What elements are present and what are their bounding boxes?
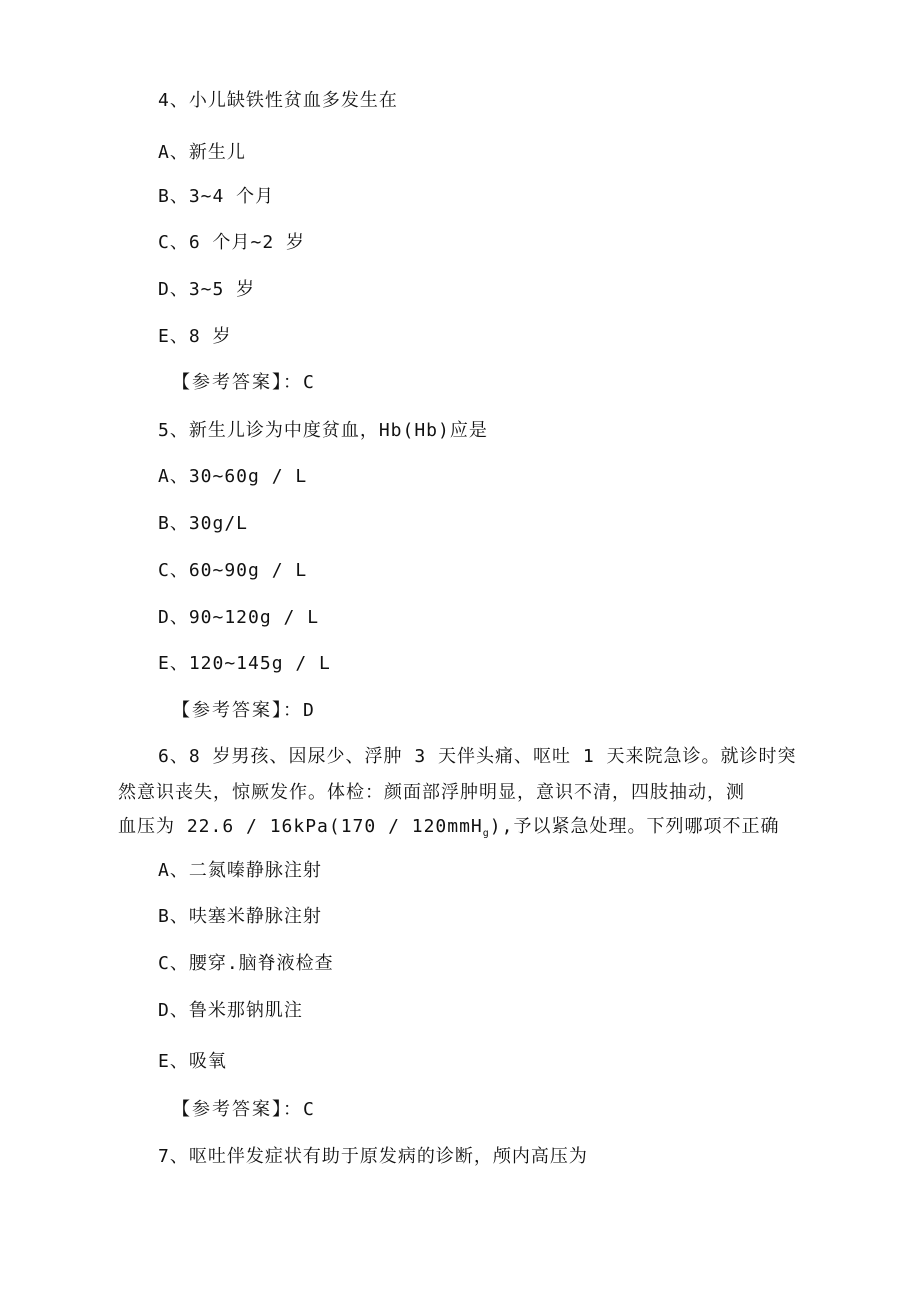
question-6-stem-line-3 [118, 816, 779, 845]
question-7-stem: 7、呕吐伴发症状有助于原发病的诊断，颅内高压为 [158, 1146, 588, 1167]
question-5-option-b: B、30g/L [158, 513, 249, 534]
question-5-stem: 5、新生儿诊为中度贫血，Hb(Hb)应是 [158, 420, 488, 441]
question-6-answer: 【参考答案】：C [172, 1099, 316, 1120]
question-6-option-a: A、二氮嗪静脉注射 [158, 860, 322, 881]
question-4-option-b: B、3~4 个月 [158, 186, 275, 207]
question-4-stem: 4、小儿缺铁性贫血多发生在 [158, 90, 398, 111]
question-4-answer: 【参考答案】：C [172, 372, 316, 393]
question-5-option-a: A、30~60g / L [158, 466, 308, 487]
question-4-option-e: E、8 岁 [158, 326, 232, 347]
question-4-option-c: C、6 个月~2 岁 [158, 232, 306, 253]
question-4-option-a: A、新生儿 [158, 142, 246, 163]
question-5-option-e: E、120~145g / L [158, 653, 331, 674]
question-5-option-d: D、90~120g / L [158, 607, 320, 628]
question-6-bp-text: 血压为 22.6 / 16kPa(170 / 120mmH [118, 816, 483, 837]
question-6-option-c: C、腰穿.脑脊液检查 [158, 953, 334, 974]
question-4-option-d: D、3~5 岁 [158, 279, 256, 300]
question-6-option-b: B、呋塞米静脉注射 [158, 906, 322, 927]
question-6-unit-subscript: g [482, 828, 490, 839]
question-5-answer: 【参考答案】：D [172, 700, 316, 721]
question-6-option-e: E、吸氧 [158, 1051, 227, 1072]
question-6-stem-line-1: 6、8 岁男孩、因尿少、浮肿 3 天伴头痛、呕吐 1 天来院急诊。就诊时突 [158, 746, 797, 767]
question-6-option-d: D、鲁米那钠肌注 [158, 1000, 303, 1021]
question-6-stem-line-2: 然意识丧失，惊厥发作。体检：颜面部浮肿明显，意识不清，四肢抽动，测 [118, 782, 745, 803]
question-6-stem-tail: ),予以紧急处理。下列哪项不正确 [489, 816, 780, 837]
question-5-option-c: C、60~90g / L [158, 560, 308, 581]
